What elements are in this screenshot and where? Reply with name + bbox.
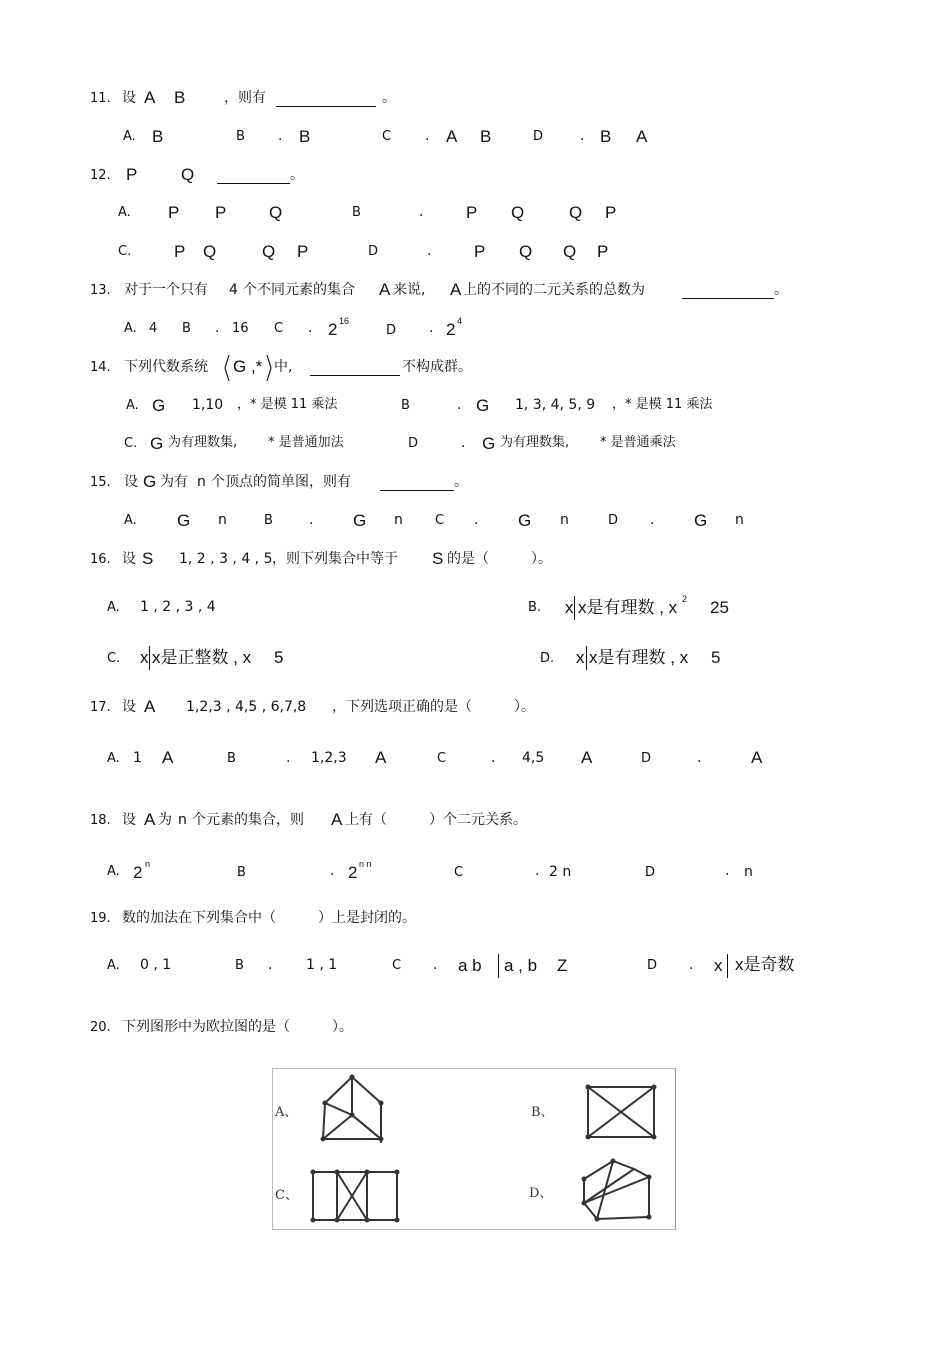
q11-set-b: B [174,88,186,107]
option-label: C [437,751,447,766]
q13-set-a: A [379,280,391,299]
exponent: 4 [457,316,463,326]
q18-number: 18. [90,813,111,828]
dot: . [650,512,655,528]
option-value: x [714,956,723,975]
set-builder-bar [727,954,728,978]
q15-text: 个顶点的简单图，则有 [211,474,351,490]
option-value: 25 [710,598,729,617]
q13-text: 来说, [393,282,426,298]
q13-set-a: A [450,280,462,299]
option-value: B [152,127,164,146]
q16-number: 16. [90,552,111,567]
option-label: C. [118,244,132,259]
answer-blank[interactable] [276,106,376,107]
option-text: * 是普通加法 [268,435,344,450]
q17-number: 17. [90,700,111,715]
option-value: 2 [348,863,358,882]
option-value: 2 [446,320,456,339]
q12-end: 。 [290,167,304,183]
option-value: Q [569,203,583,222]
option-value: Q [269,203,283,222]
dot: . [309,512,314,528]
option-value: Q [203,242,217,261]
q15-text: 为有 [160,474,188,490]
option-text: ，* 是模 11 乘法 [612,397,713,412]
q15-g: G [143,472,157,491]
option-value: P [174,242,186,261]
option-value: x [576,648,585,667]
option-label: B [235,958,244,973]
option-value: n [744,864,753,880]
option-label: D [645,865,656,880]
option-label: A. [107,751,120,766]
q14-number: 14. [90,360,111,375]
option-label: B [352,205,361,220]
option-label: D [608,513,619,528]
option-value: 5 [274,648,284,667]
figure-label-a: A、 [275,1105,298,1120]
angle-bracket-left [224,354,230,382]
q11-text: ，则有 [224,90,266,106]
option-value: x是正整数 , x [152,648,252,667]
dot: . [330,863,335,879]
option-text: * 是普通乘法 [600,435,676,450]
option-label: A. [124,321,137,336]
option-value: B [299,127,311,146]
option-value: x是有理数 , x [578,598,678,617]
q12-number: 12. [90,168,111,183]
option-value: G [150,434,164,453]
q16-s: S [432,549,444,568]
option-label: B [182,321,191,336]
option-label: D [386,323,397,338]
option-value: G [518,511,532,530]
answer-blank[interactable] [682,298,774,299]
q18-text: 设 [122,812,136,828]
option-label: A. [107,864,120,879]
q17-set: 1,2,3 , 4,5 , 6,7,8 [186,699,307,715]
q14-text: 中, [274,359,293,375]
option-value: 1,10 [192,397,224,413]
figure-label-d: D、 [529,1186,553,1201]
set-builder-bar [586,646,587,670]
option-label: C. [107,651,121,666]
exponent: n n [359,859,372,869]
dot: . [474,512,479,528]
option-value: A [636,127,648,146]
graph-b [588,1087,654,1137]
option-label: B [237,865,246,880]
dot: . [286,750,291,766]
option-value: a , b [504,956,538,975]
dot: . [215,320,220,336]
option-label: C [274,321,284,336]
q12-p: P [126,165,138,184]
q17-end: ，下列选项正确的是（ ）。 [332,699,535,715]
q13-end: 。 [774,282,788,298]
option-label: D [368,244,379,259]
option-value: 2 [328,320,338,339]
dot: . [268,957,273,973]
option-label: D [408,436,419,451]
dot: . [425,128,430,144]
option-text: 为有理数集, [168,435,238,450]
option-value: P [168,203,180,222]
set-builder-bar [149,646,150,670]
dot: . [535,863,540,879]
option-value: x是有理数 , x [589,648,689,667]
q16-end: 的是（ ）。 [447,551,552,567]
option-label: C. [124,436,138,451]
option-label: D. [540,651,555,666]
option-value: G [353,511,367,530]
option-value: A [162,748,174,767]
option-label: B [401,398,410,413]
graph-c [313,1172,397,1220]
graph-d [584,1161,649,1219]
q15-number: 15. [90,475,111,490]
option-value: A [581,748,593,767]
option-value: Q [519,242,533,261]
answer-blank[interactable] [310,375,400,376]
option-value: 0 , 1 [140,957,172,973]
option-value: P [466,203,478,222]
q16-text: 设 [122,551,136,567]
option-value: Q [262,242,276,261]
q20-number: 20. [90,1020,111,1035]
q11-number: 11. [90,91,111,106]
q14-end: 不构成群。 [402,359,472,375]
q18-a: A [144,810,156,829]
dot: . [697,750,702,766]
option-value: Q [563,242,577,261]
option-value: P [597,242,609,261]
q11-text: 设 [122,90,136,106]
option-value: 2 n [549,864,572,880]
q11-set-a: A [144,88,156,107]
option-label: C [382,129,392,144]
option-value: P [605,203,617,222]
option-label: A. [107,958,120,973]
angle-bracket-right [266,354,272,382]
q17-text: 设 [122,699,136,715]
exponent: n [145,859,151,869]
option-value: G [177,511,191,530]
q16-text: ，则下列集合中等于 [272,551,398,567]
dot: . [580,128,585,144]
option-label: C [435,513,445,528]
option-value: G [476,396,490,415]
q12-q: Q [181,165,195,184]
q16-s: S [142,549,154,568]
q14-text: 下列代数系统 [124,359,208,375]
option-label: B [227,751,236,766]
q19-text: 数的加法在下列集合中（ ）上是封闭的。 [122,910,416,926]
option-value: n [560,512,569,528]
dot: . [433,957,438,973]
option-value: A [446,127,458,146]
option-label: A. [123,129,136,144]
dot: . [427,243,432,259]
exponent: 2 [682,594,688,604]
q15-text: 设 [124,474,138,490]
q13-number: 13. [90,283,111,298]
option-label: B [264,513,273,528]
figure-label-b: B、 [531,1105,554,1120]
q15-text: n [197,474,206,490]
option-label: D [641,751,652,766]
answer-blank[interactable] [217,183,290,184]
option-value: 1,2,3 [311,750,347,766]
q11-end: 。 [382,90,396,106]
option-value: P [215,203,227,222]
option-label: A. [118,205,131,220]
option-value: A [751,748,763,767]
q17-a: A [144,697,156,716]
graph-figure [272,1068,676,1230]
option-value: 5 [711,648,721,667]
exponent: 16 [339,316,350,326]
q18-text: 个元素的集合，则 [192,812,304,828]
q20-text: 下列图形中为欧拉图的是（ ）。 [122,1019,353,1035]
q13-text: 对于一个只有 [124,282,208,298]
option-value: n [394,512,403,528]
option-value: B [480,127,492,146]
answer-blank[interactable] [380,490,454,491]
dot: . [419,204,424,220]
dot: . [725,863,730,879]
q15-end: 。 [454,474,468,490]
option-value: Z [557,956,568,975]
set-builder-bar [574,596,575,620]
option-value: n [218,512,227,528]
option-value: G [694,511,708,530]
option-label: D [533,129,544,144]
option-text: 为有理数集, [500,435,570,450]
q18-text: 为 [158,812,172,828]
option-label: D [647,958,658,973]
set-builder-bar [498,954,499,978]
dot: . [461,435,466,451]
dot: . [491,750,496,766]
dot: . [429,320,434,336]
option-value: 16 [232,321,249,336]
option-value: G [152,396,166,415]
option-label: B [236,129,245,144]
q18-text: n [178,812,187,828]
option-value: n [735,512,744,528]
q13-text: 上的不同的二元关系的总数为 [463,282,645,298]
option-value: G [482,434,496,453]
option-value: P [297,242,309,261]
graph-a [323,1077,381,1143]
option-value: B [600,127,612,146]
q18-a: A [331,810,343,829]
dot: . [457,397,462,413]
q13-text: 4 [229,282,238,298]
option-value: x [140,648,149,667]
dot: . [278,128,283,144]
option-label: A. [124,513,137,528]
option-value: x是奇数 [735,955,795,974]
option-value: A [375,748,387,767]
option-label: A. [107,600,120,615]
q18-end: 上有（ ）个二元关系。 [345,812,527,828]
dot: . [689,957,694,973]
q13-text: 个不同元素的集合 [243,282,355,298]
figure-label-c: C、 [275,1188,298,1203]
option-value: 1 , 2 , 3 , 4 [140,599,216,615]
q19-number: 19. [90,911,111,926]
dot: . [308,320,313,336]
option-label: C [454,865,464,880]
option-text: ，* 是模 11 乘法 [237,397,338,412]
option-label: B. [528,600,542,615]
option-value: P [474,242,486,261]
q14-group: G ,* [233,357,263,376]
option-value: a b [458,956,482,975]
option-value: 4,5 [522,750,545,766]
option-value: 1 [133,750,142,766]
option-value: 4 [149,321,158,336]
option-value: 1 , 1 [306,957,338,973]
option-value: 2 [133,863,143,882]
q16-set: 1, 2 , 3 , 4 , 5 [179,551,273,567]
option-label: C [392,958,402,973]
option-value: Q [511,203,525,222]
option-label: A. [126,398,139,413]
option-value: x [565,598,574,617]
option-value: 1, 3, 4, 5, 9 [515,397,596,413]
